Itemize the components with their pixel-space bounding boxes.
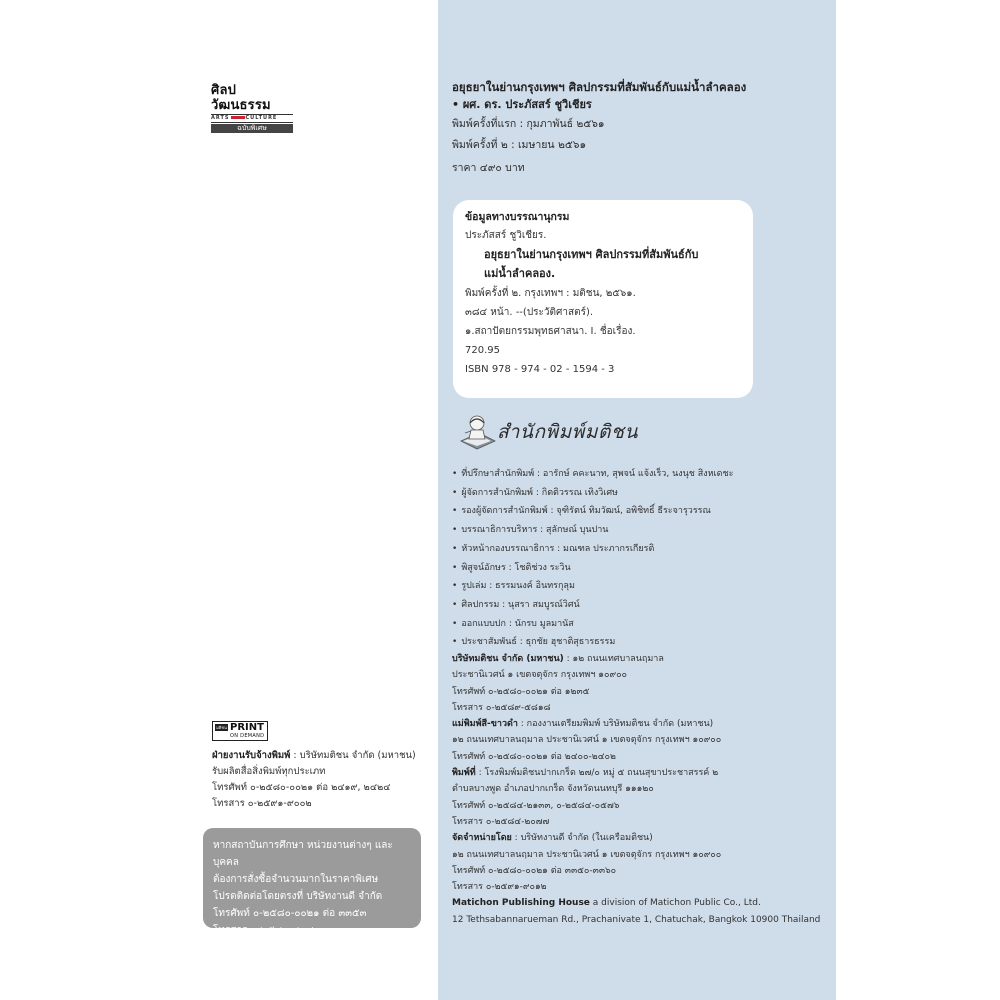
distributor-text: : บริษัทงานดี จำกัด (ในเครือมติชน)	[511, 833, 653, 844]
notice-line: โปรดติดต่อโดยตรงที่ บริษัทงานดี จำกัด	[213, 891, 383, 902]
notice-line: ต้องการสั่งซื้อจำนวนมากในราคาพิเศษ	[213, 874, 379, 885]
bulk-order-notice	[203, 828, 421, 936]
logo-separator	[231, 116, 245, 119]
matichon-publisher-logo	[455, 409, 665, 457]
plate-address: ๑๒ ถนนเทศบาลนฤมาล ประชานิเวศน์ ๑ เขตจตุจักร กรุงเทพฯ ๑๐๙๐๐	[452, 735, 722, 746]
cip-title-line2: แม่น้ำลำคลอง.	[484, 267, 556, 280]
book-author: • ผศ. ดร. ประภัสสร์ ชูวิเชียร	[452, 98, 592, 111]
book-price: ราคา ๔๙๐ บาท	[452, 162, 525, 174]
print-on-demand-logo	[212, 721, 268, 741]
logo-special-edition: ฉบับพิเศษ	[211, 124, 293, 133]
print-service-company: : บริษัทมติชน จำกัด (มหาชน)	[290, 750, 416, 761]
silpawattanatham-logo	[211, 83, 293, 132]
logo-culture-text: CULTURE	[245, 115, 278, 121]
staff-item: • ศิลปกรรม : นุสรา สมบูรณ์วิศน์	[452, 596, 832, 615]
publisher-emblem-icon	[457, 411, 497, 451]
logo-title: ศิลปวัฒนธรรม	[211, 83, 271, 113]
printer-phone: โทรศัพท์ ๐-๒๕๘๔-๒๑๓๓, ๐-๒๕๘๔-๐๕๗๖	[452, 800, 620, 811]
staff-item: • หัวหน้ากองบรรณาธิการ : มณฑล ประภากรเกียรติ	[452, 540, 832, 559]
cip-subject: ๑.สถาปัตยกรรมพุทธศาสนา. I. ชื่อเรื่อง.	[465, 326, 636, 337]
cataloging-data-box	[453, 200, 753, 398]
staff-item: • รองผู้จัดการสำนักพิมพ์ : จุฑิรัตน์ ทิมวัฒน์, อพิชิทธิ์ ธีระจารุวรรณ	[452, 502, 832, 521]
matichon-address-line2: ประชานิเวศน์ ๑ เขตจตุจักร กรุงเทพฯ ๑๐๙๐๐	[452, 670, 628, 681]
company-info	[452, 651, 832, 929]
print-service-fax: โทรสาร ๐-๒๕๙๑-๙๐๐๒	[212, 798, 312, 809]
printer-heading	[452, 765, 832, 781]
logo-arts-text: ARTS	[211, 115, 230, 121]
print-service-heading	[212, 748, 427, 764]
distributor-address: ๑๒ ถนนเทศบาลนฤมาล ประชานิเวศน์ ๑ เขตจตุจักร กรุงเทพฯ ๑๐๙๐๐	[452, 849, 722, 860]
print-service-desc: รับผลิตสื่อสิ่งพิมพ์ทุกประเภท	[212, 766, 326, 777]
print-service-info	[212, 748, 427, 812]
staff-item: • ผู้จัดการสำนักพิมพ์ : กิตติวรรณ เทิงวิเศษ	[452, 484, 832, 503]
matichon-addr1: : ๑๒ ถนนเทศบาลนฤมาล	[563, 654, 664, 664]
english-publisher-line	[452, 895, 832, 912]
staff-list	[452, 465, 832, 652]
matichon-phone: โทรศัพท์ ๐-๒๕๘๐-๐๐๒๑ ต่อ ๑๒๓๕	[452, 686, 590, 697]
cip-classification: 720.95	[465, 345, 500, 356]
book-info	[452, 79, 832, 178]
plate-heading	[452, 716, 832, 732]
cip-edition: พิมพ์ครั้งที่ ๒. กรุงเทพฯ : มติชน, ๒๕๖๑.	[465, 288, 636, 299]
print-service-label: ฝ่ายงานรับจ้างพิมพ์	[212, 750, 291, 761]
pod-subtext: ON DEMAND	[230, 733, 265, 739]
cip-isbn: ISBN 978 - 974 - 02 - 1594 - 3	[465, 364, 615, 375]
staff-item: • ออกแบบปก : นักรบ มูลมานัส	[452, 615, 832, 634]
notice-line: โทรสาร ๐-๒๕๙๑-๙๐๑๒	[213, 925, 319, 936]
cip-author: ประภัสสร์ ชูวิเชียร.	[465, 230, 547, 241]
book-title: อยุธยาในย่านกรุงเทพฯ ศิลปกรรมที่สัมพันธ์กับแม่น้ำลำคลอง	[452, 80, 747, 94]
printer-text: : โรงพิมพ์มติชนปากเกร็ด ๒๗/๐ หมู่ ๕ ถนนสุขาประชาสรรค์ ๒	[475, 768, 719, 779]
distributor-fax: โทรสาร ๐-๒๕๙๑-๙๐๑๒	[452, 882, 547, 893]
plate-phone: โทรศัพท์ ๐-๒๕๘๐-๐๐๒๑ ต่อ ๒๔๐๐-๒๔๐๒	[452, 751, 616, 762]
matichon-fax: โทรสาร ๐-๒๕๘๙-๕๘๑๘	[452, 702, 551, 713]
first-print: พิมพ์ครั้งที่แรก : กุมภาพันธ์ ๒๕๖๑	[452, 118, 605, 130]
english-publisher-name: Matichon Publishing House	[452, 898, 590, 909]
publisher-script-name: สำนักพิมพ์มติชน	[497, 421, 639, 443]
plate-text: : กองงานเตรียมพิมพ์ บริษัทมติชน จำกัด (มหาชน)	[517, 719, 714, 730]
matichon-label: บริษัทมติชน จำกัด (มหาชน)	[452, 654, 564, 664]
second-print: พิมพ์ครั้งที่ ๒ : เมษายน ๒๕๖๑	[452, 139, 587, 151]
staff-item: • ที่ปรึกษาสำนักพิมพ์ : อารักษ์ คคะนาท, สุพจน์ แจ้งเร็ว, นงนุช สิงหเดชะ	[452, 465, 832, 484]
printer-fax: โทรสาร ๐-๒๕๘๔-๒๐๗๗	[452, 816, 550, 827]
cip-heading: ข้อมูลทางบรรณานุกรม	[465, 211, 570, 223]
distributor-label: จัดจำหน่ายโดย	[452, 833, 512, 844]
matichon-address-line1	[452, 651, 832, 667]
plate-label: แม่พิมพ์สี-ขาวดำ	[452, 719, 518, 730]
printer-address: ตำบลบางพูด อำเภอปากเกร็ด จังหวัดนนทบุรี ๑๑๑๒๐	[452, 784, 654, 795]
cip-pages: ๓๘๔ หน้า. --(ประวัติศาสตร์).	[465, 307, 594, 318]
distributor-phone: โทรศัพท์ ๐-๒๕๘๐-๐๐๒๑ ต่อ ๓๓๕๐-๓๓๖๐	[452, 865, 617, 876]
notice-line: โทรศัพท์ ๐-๒๕๘๐-๐๐๒๑ ต่อ ๓๓๕๓	[213, 908, 367, 919]
staff-item: • ประชาสัมพันธ์ : ธุกชัย ฮุชาติสุธารธรรม	[452, 633, 832, 652]
staff-item: • พิสูจน์อักษร : โชติช่วง ระวิน	[452, 559, 832, 578]
english-address: 12 Tethsabannarueman Rd., Prachanivate 1, Chatuchak, Bangkok 10900 Thailand	[452, 915, 821, 926]
staff-item: • รูปเล่ม : ธรรมนงค์ อินทรกุลุม	[452, 577, 832, 596]
english-division: a division of Matichon Public Co., Ltd.	[589, 898, 761, 909]
pod-print-word: PRINT	[230, 722, 264, 733]
staff-item: • บรรณาธิการบริหาร : สุลักษณ์ บุนปาน	[452, 521, 832, 540]
notice-line: หากสถาบันการศึกษา หน่วยงานต่างๆ และบุคคล	[213, 840, 393, 868]
cip-title-line1: อยุธยาในย่านกรุงเทพฯ ศิลปกรรมที่สัมพันธ์กับ	[484, 248, 699, 261]
logo-arts-culture	[211, 114, 293, 123]
pod-badge: มติชน	[216, 725, 227, 730]
distributor-heading	[452, 830, 832, 846]
printer-label: พิมพ์ที่	[452, 768, 476, 779]
print-service-phone: โทรศัพท์ ๐-๒๕๘๐-๐๐๒๑ ต่อ ๒๔๑๙, ๒๔๒๔	[212, 782, 391, 793]
